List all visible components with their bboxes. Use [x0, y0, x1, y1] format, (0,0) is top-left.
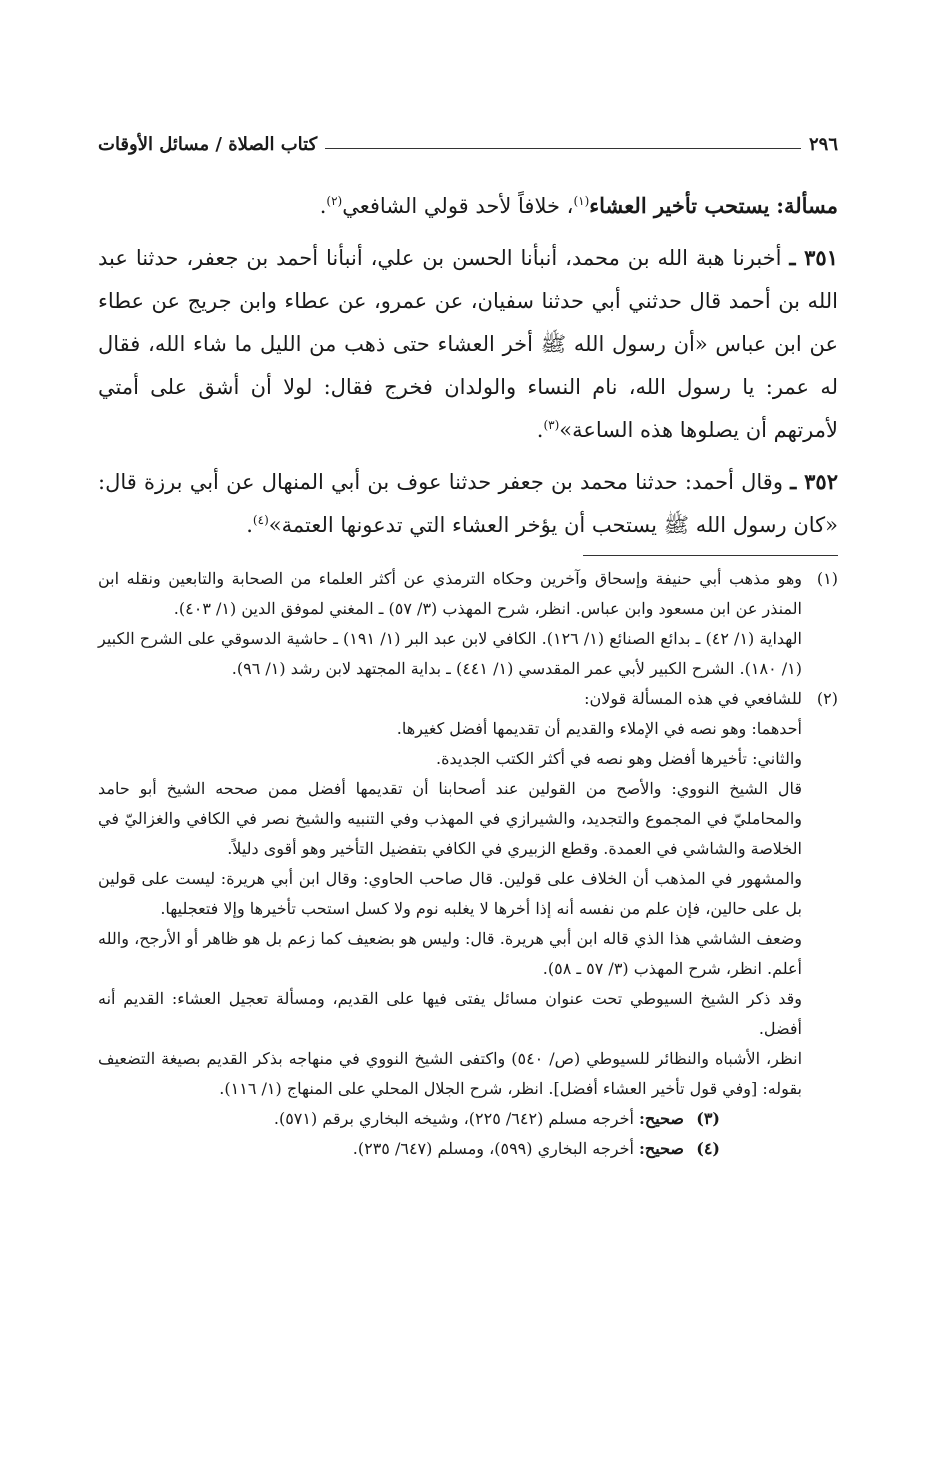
footnote-2-para: وضعف الشاشي هذا الذي قاله ابن أبي هريرة. قال: وليس هو بضعيف كما زعم بل هو ظاهر أو الأرجح، والله أعلم. انظر، شرح المهذب (٣/ ٥٧ ـ ٥٨). — [98, 929, 802, 978]
hadith-end-352: . — [246, 513, 253, 537]
footnote-3 — [98, 1104, 838, 1134]
footnote-ref-4: (٤) — [252, 513, 269, 527]
footnote-ref-1: (١) — [573, 194, 590, 208]
footnote-3-para — [98, 1104, 684, 1134]
footnote-marker-3: (٣) — [696, 1109, 720, 1128]
footnote-4-para — [98, 1134, 684, 1164]
footnote-ref-3: (٣) — [543, 418, 560, 432]
footnote-marker-1: (١) — [816, 569, 838, 588]
footnote-3-label: صحيح: — [639, 1109, 684, 1128]
footnote-2-para: والثاني: تأخيرها أفضل وهو نصه في أكثر الكتب الجديدة. — [436, 749, 802, 768]
running-header — [98, 126, 838, 162]
main-text — [98, 184, 838, 547]
book-page — [98, 126, 838, 1164]
header-rule — [325, 148, 801, 149]
footnote-3-text: أخرجه مسلم (٦٤٢/ ٢٢٥)، وشيخه البخاري برقم (٥٧١). — [273, 1109, 634, 1128]
hadith-text-352: وقال أحمد: حدثنا محمد بن جعفر حدثنا عوف بن أبي المنهال عن أبي برزة قال: «كان رسول الله ﷺ يستحب أن يؤخر العشاء التي تدعونها العتمة» — [98, 470, 838, 537]
footnote-2-para: أحدهما: وهو نصه في الإملاء والقديم أن تقديمها أفضل كغيرها. — [396, 719, 802, 738]
issue-end: . — [319, 194, 327, 218]
footnote-4-label: صحيح: — [639, 1139, 684, 1158]
footnote-marker-4: (٤) — [696, 1139, 720, 1158]
running-title: كتاب الصلاة / مسائل الأوقات — [98, 133, 318, 155]
hadith-352 — [98, 460, 838, 547]
footnote-1 — [98, 564, 838, 684]
footnote-2-para: والمشهور في المذهب أن الخلاف على قولين. قال صاحب الحاوي: وقال ابن أبي هريرة: ليست على قولين بل على حالين، فإن علم من نفسه أنه إذا أخرها لا يغلبه نوم ولا كسل استحب تأخيرها وإلا فتعجليها. — [98, 869, 802, 918]
footnote-4-text: أخرجه البخاري (٥٩٩)، ومسلم (٦٤٧/ ٢٣٥). — [352, 1139, 634, 1158]
footnote-2-para: قال الشيخ النووي: والأصح من القولين عند أصحابنا أن تقديمها أفضل ممن صححه الشيخ أبو حامد والمحامليّ في المجموع والتجديد، والشيرازي في المهذب وفي التنبيه والشيخ نصر في الكافي والغزاليّ في الخلاصة والشاشي في العمدة. وقطع الزبيري في الكافي بتفضيل التأخير وهو أقوى دليلاً. — [98, 779, 803, 858]
footnote-ref-2: (٢) — [326, 194, 343, 208]
issue-rest: ، خلافاً لأحد قولي الشافعي — [342, 194, 574, 218]
footnote-separator — [583, 555, 838, 556]
footnote-2-para: انظر، الأشباه والنظائر للسيوطي (ص/ ٥٤٠) واكتفى الشيخ النووي في منهاجه بذكر القديم بصيغة التضعيف بقوله: [وفي قول تأخير العشاء أفضل]. انظر، شرح الجلال المحلي على المنهاج (١/ ١١٦). — [98, 1049, 803, 1098]
footnote-2-para: وقد ذكر الشيخ السيوطي تحت عنوان مسائل يفتى فيها على القديم، ومسألة تعجيل العشاء: القديم أنه أفضل. — [98, 989, 802, 1038]
hadith-end-351: . — [536, 418, 544, 442]
footnote-1-para: الهداية (١/ ٤٢) ـ بدائع الصنائع (١/ ١٢٦). الكافي لابن عبد البر (١/ ١٩١) ـ حاشية الدسوقي على الشرح الكبير (١/ ١٨٠). الشرح الكبير لأبي عمر المقدسي (١/ ٤٤١) ـ بداية المجتهد لابن رشد (١/ ٩٦). — [98, 629, 802, 678]
issue-heading — [98, 184, 838, 228]
footnote-1-para: وهو مذهب أبي حنيفة وإسحاق وآخرين وحكاه الترمذي عن أكثر العلماء من الصحابة والتابعين ونقله ابن المنذر عن ابن مسعود وابن عباس. انظر، شرح المهذب (٣/ ٥٧) ـ المغني لموفق الدين (١/ ٤٠٣). — [98, 569, 803, 618]
footnote-4 — [98, 1134, 838, 1164]
footnote-marker-2: (٢) — [816, 689, 838, 708]
hadith-number-352: ٣٥٢ ـ — [790, 469, 838, 494]
hadith-number-351: ٣٥١ ـ — [789, 245, 838, 270]
page-number: ٢٩٦ — [808, 133, 838, 155]
footnotes — [98, 564, 838, 1164]
footnote-2-para: للشافعي في هذه المسألة قولان: — [584, 689, 802, 708]
hadith-text-351: أخبرنا هبة الله بن محمد، أنبأنا الحسن بن علي، أنبأنا أحمد بن جعفر، حدثنا عبد الله بن أحمد قال حدثني أبي حدثنا سفيان، عن عمرو، عن عطاء وابن جريج عن عطاء عن ابن عباس «أن رسول الله ﷺ أخر العشاء حتى ذهب من الليل ما شاء الله، فقال له عمر: يا رسول الله، نام النساء والولدان فخرج فقال: لولا أن أشق على أمتي لأمرتهم أن يصلوها هذه الساعة» — [98, 246, 838, 442]
issue-title: يستحب تأخير العشاء — [589, 193, 770, 218]
issue-label: مسألة: — [776, 193, 838, 218]
footnote-2 — [98, 684, 838, 1104]
hadith-351 — [98, 236, 838, 452]
